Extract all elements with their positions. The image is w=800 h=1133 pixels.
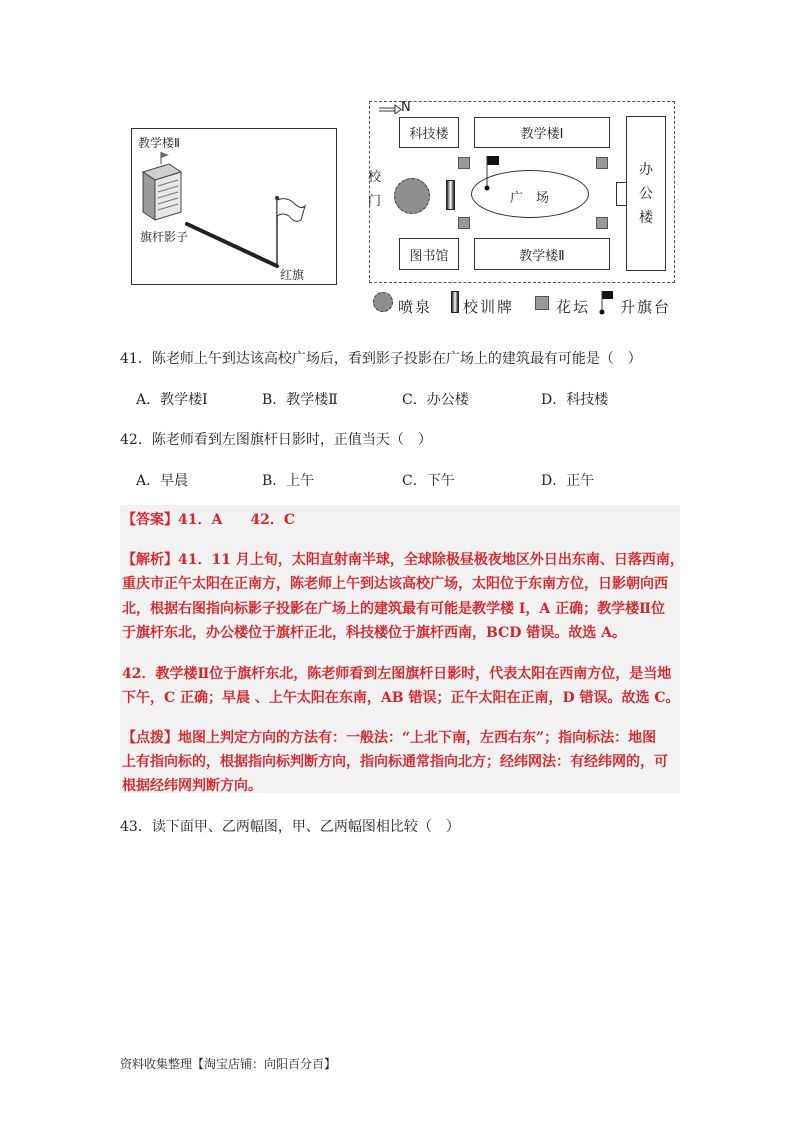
- q42-option-a: A．早晨: [136, 473, 189, 489]
- building-front: [155, 172, 181, 220]
- tech-building: 科技楼: [399, 117, 459, 148]
- analysis-line-4: 于旗杆东北，办公楼位于旗杆正北，科技楼位于旗杆西南，BCD 错误。故选 A。: [122, 625, 626, 641]
- tip-line-2: 上有指向标的，根据指向标判断方向，指向标通常指向北方；经纬网法：有经纬网的，可: [122, 754, 668, 770]
- gate-label-2: 门: [368, 194, 382, 209]
- shadow-label: 旗杆影子: [140, 230, 189, 244]
- analysis-q42-line-2: 下午，C 正确；早晨 、上午太阳在东南，AB 错误；正午太阳在正南，D 错误。故选 C。: [122, 690, 680, 706]
- left-building-label: 教学楼Ⅱ: [138, 136, 180, 150]
- north-arrow-icon: [378, 100, 402, 114]
- legend-flag-platform: 升旗台: [620, 298, 672, 316]
- flower-bed: [596, 217, 608, 229]
- square-label: 广 场: [510, 191, 550, 206]
- office-char-1: 办: [639, 161, 653, 178]
- question-41: 41．陈老师上午到达该高校广场后，看到影子投影在广场上的建筑最有可能是（ ）: [120, 351, 642, 367]
- flower-bed-legend-icon: [535, 296, 549, 310]
- q41-option-b: B．教学楼Ⅱ: [262, 392, 338, 408]
- question-43: 43．读下面甲、乙两幅图，甲、乙两幅图相比较（ ）: [120, 819, 460, 835]
- flower-bed: [458, 217, 470, 229]
- q42-option-c: C．下午: [402, 473, 455, 489]
- tip-line-3: 根据经纬网判断方向。: [122, 778, 262, 794]
- tip-line-1: 【点拨】地图上判定方向的方法有：一般法：“上北下南，左西右东”；指向标法：地图: [122, 730, 657, 746]
- answer-line: 【答案】41．A 42．C: [122, 512, 295, 528]
- office-char-3: 楼: [639, 209, 653, 226]
- analysis-line-2: 重庆市正午太阳在正南方，陈老师上午到达该高校广场，太阳位于东南方位，日影朝向西: [122, 576, 668, 592]
- flag-label: 红旗: [280, 268, 305, 282]
- flag-platform-legend-icon: [598, 290, 616, 316]
- teaching-building-2: 教学楼Ⅱ: [474, 238, 610, 270]
- question-42: 42．陈老师看到左图旗杆日影时，正值当天（ ）: [120, 432, 432, 448]
- analysis-line-1: 【解析】41．11 月上旬，太阳直射南半球，全球除极昼极夜地区外日出东南、日落西南，: [122, 552, 684, 568]
- q41-option-c: C．办公楼: [402, 392, 469, 408]
- motto-board-legend-icon: [451, 291, 459, 313]
- office-building: [626, 116, 666, 271]
- motto-board: [446, 180, 455, 210]
- building-side: [143, 172, 155, 220]
- left-figure-drawing: [131, 128, 337, 285]
- flag-platform-icon: [482, 154, 504, 194]
- q41-option-d: D．科技楼: [541, 392, 609, 408]
- flower-bed: [458, 157, 470, 169]
- footer-source: 资料收集整理【淘宝店铺：向阳百分百】: [120, 1057, 337, 1071]
- legend-motto-board: 校训牌: [463, 298, 515, 316]
- q42-option-b: B．上午: [262, 473, 315, 489]
- fountain-legend-icon: [373, 292, 393, 312]
- north-label: N: [401, 100, 411, 115]
- flagpole-shadow: [187, 224, 277, 266]
- flower-bed: [596, 157, 608, 169]
- gate-label-1: 校: [368, 170, 382, 185]
- q41-option-a: A．教学楼Ⅰ: [136, 392, 208, 408]
- legend-fountain: 喷泉: [398, 298, 433, 316]
- q42-option-d: D．正午: [541, 473, 595, 489]
- fountain: [394, 178, 430, 214]
- office-entrance: [616, 182, 626, 206]
- library: 图书馆: [399, 238, 459, 270]
- teaching-building-1: 教学楼Ⅰ: [474, 117, 610, 148]
- analysis-line-3: 北，根据右图指向标影子投影在广场上的建筑最有可能是教学楼 I，A 正确；教学楼Ⅱ位: [122, 601, 665, 617]
- red-flag: [277, 199, 305, 222]
- office-char-2: 公: [639, 185, 653, 202]
- analysis-q42-line-1: 42．教学楼Ⅱ位于旗杆东北，陈老师看到左图旗杆日影时，代表太阳在西南方位，是当地: [122, 666, 672, 682]
- legend-flower-bed: 花坛: [556, 298, 591, 316]
